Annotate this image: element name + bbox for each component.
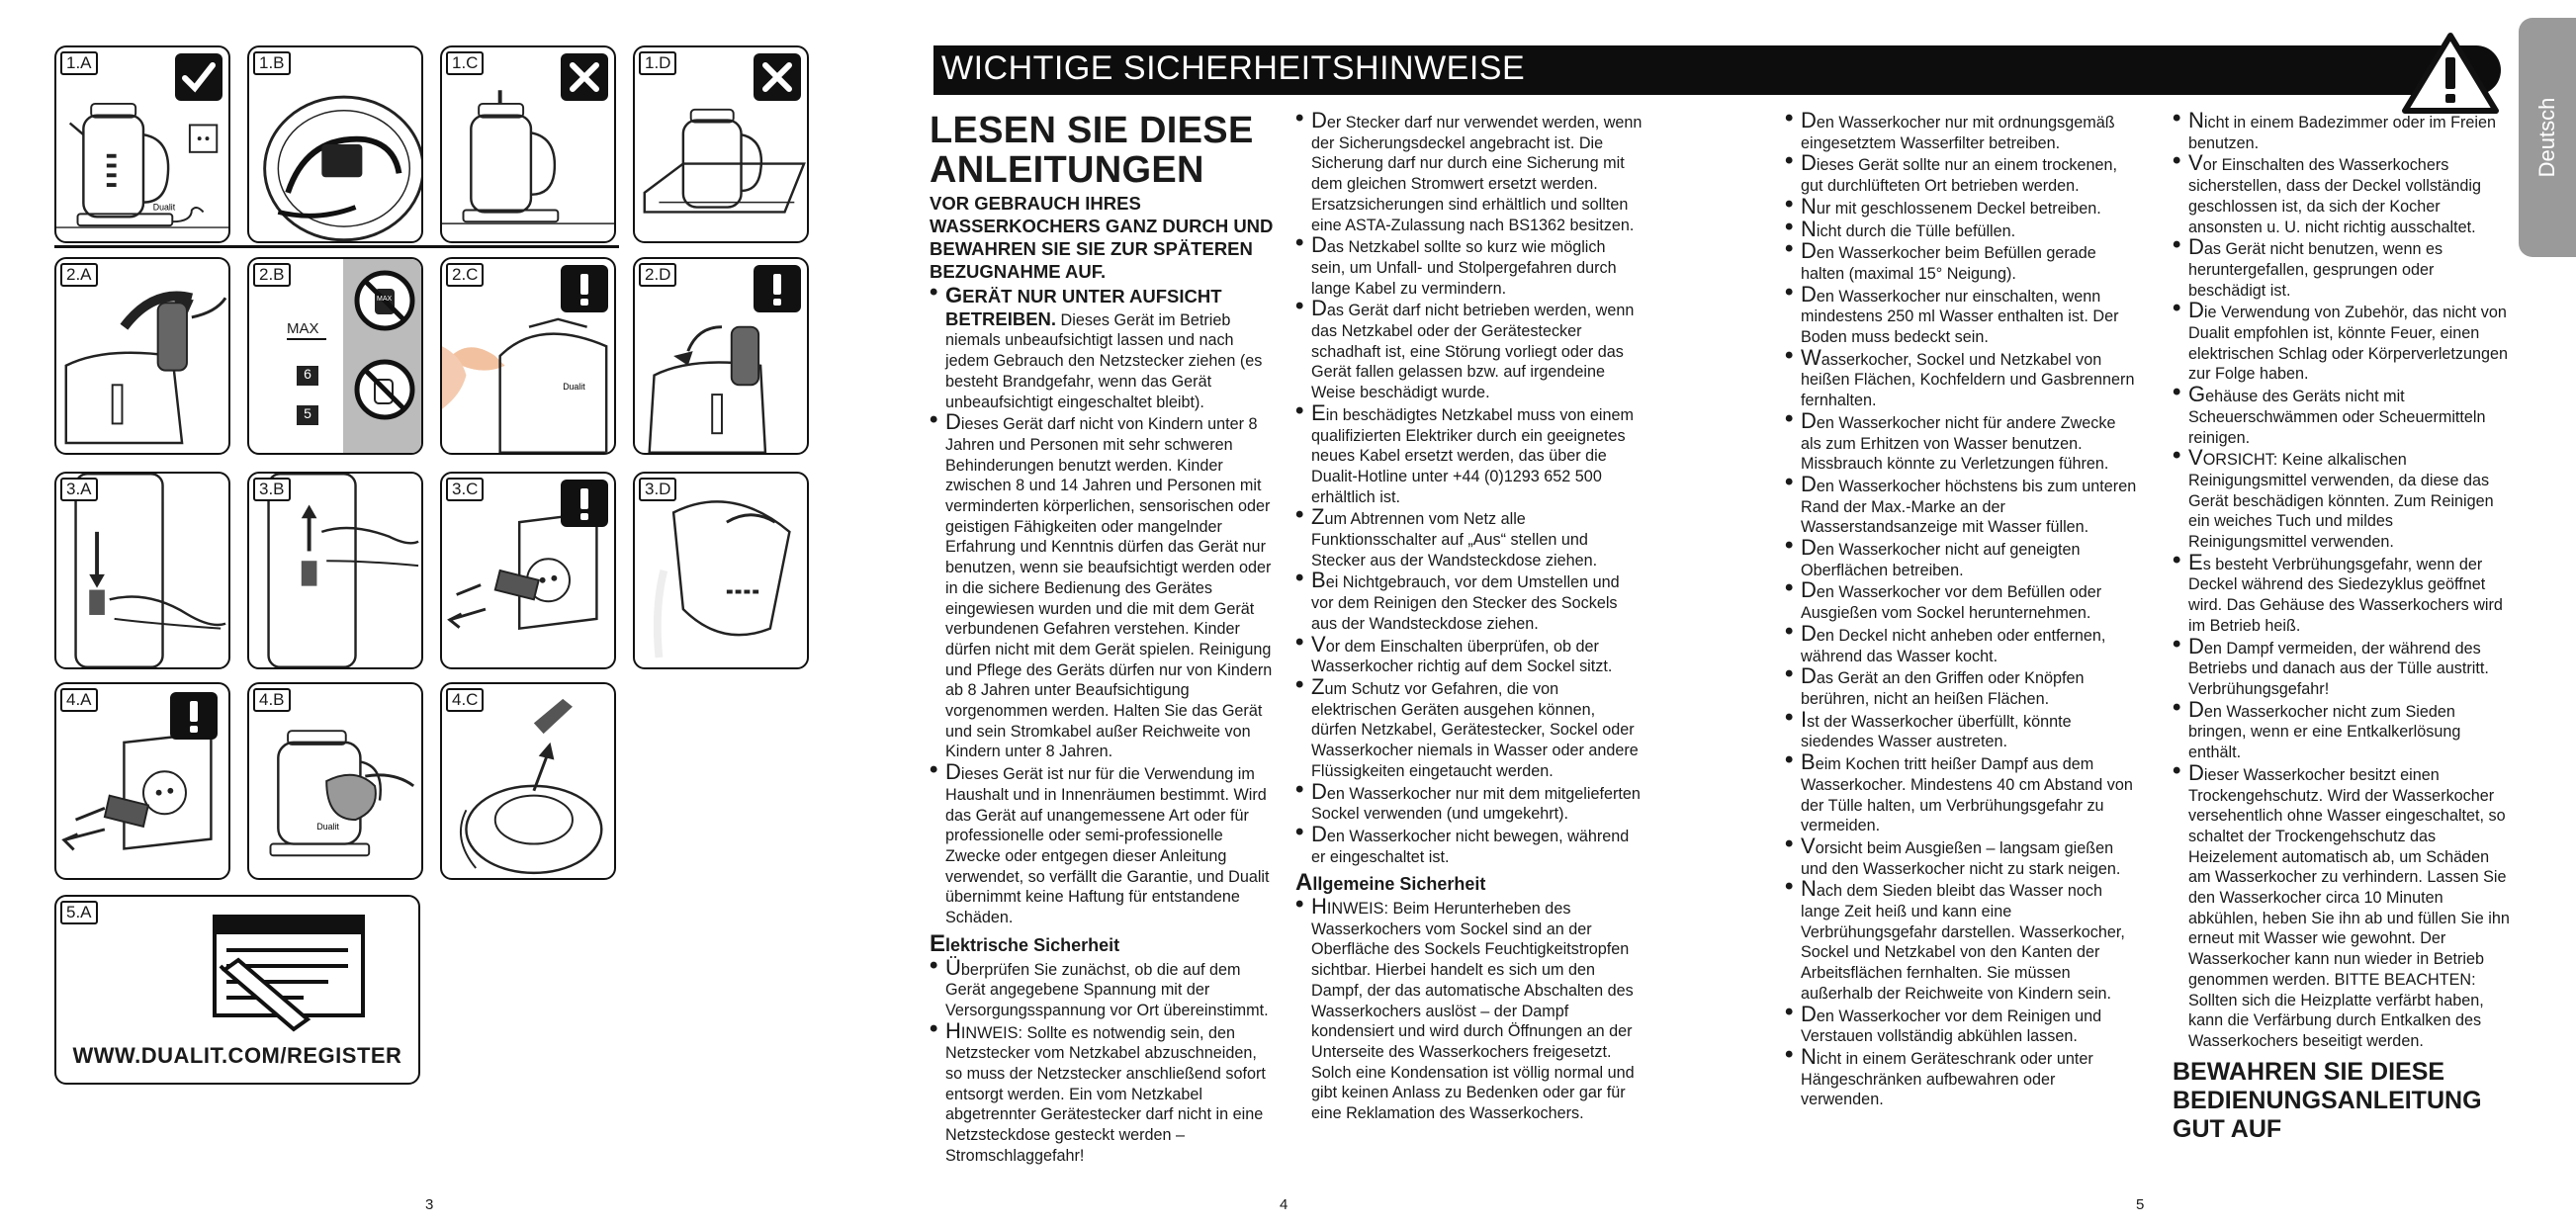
- panel-label: 1.A: [60, 51, 98, 75]
- item-text: um Abtrennen vom Netz alle Funktionsschalter auf „Aus“ stellen und Stecker aus der Wandsteckdose ziehen.: [1311, 510, 1598, 570]
- list-item: [1785, 1001, 2139, 1047]
- drop-cap: D: [2188, 298, 2204, 323]
- drop-cap: G: [945, 283, 963, 307]
- drop-cap: D: [1801, 535, 1817, 561]
- list-item: [1785, 663, 2139, 709]
- drop-cap: D: [1311, 232, 1327, 258]
- page-number-5: 5: [2136, 1196, 2145, 1213]
- drop-cap: H: [945, 1017, 961, 1043]
- list-item: [2173, 382, 2512, 448]
- kettle-brand: Dualit: [563, 382, 585, 393]
- list-item: [1785, 216, 2139, 242]
- panel-1a: [54, 45, 230, 243]
- panel-3c: [440, 472, 616, 669]
- section-heading-general: [1295, 869, 1643, 897]
- panel-label: 1.D: [639, 51, 676, 75]
- drop-cap: D: [1311, 821, 1327, 846]
- no-overfill-icon: [353, 269, 416, 332]
- panel-label: 2.D: [639, 263, 676, 287]
- register-url[interactable]: WWW.DUALIT.COM/REGISTER: [72, 1043, 402, 1068]
- list-item: [1295, 504, 1643, 570]
- panel-label: 1.B: [253, 51, 291, 75]
- panel-label: 3.D: [639, 478, 676, 501]
- list-item: [1785, 281, 2139, 348]
- list-item: [1295, 296, 1643, 403]
- text-column-2: [1295, 108, 1643, 1124]
- list-item: [1785, 833, 2139, 879]
- drop-cap: W: [1801, 344, 1821, 370]
- section-text: llgemeine Sicherheit: [1312, 874, 1486, 895]
- drop-cap: D: [2188, 696, 2204, 722]
- list-item: [930, 1017, 1278, 1167]
- alert-icon: [561, 265, 608, 312]
- drop-cap: B: [1311, 568, 1326, 593]
- list-item: [2173, 234, 2512, 301]
- item-text: ie Verwendung von Zubehör, das nicht von Dualit empfohlen ist, könnte Feuer, einen elektrischen Schlag oder Körperverletzungen zur Folge haben.: [2188, 304, 2509, 384]
- drop-cap: D: [1311, 778, 1327, 804]
- list-item: [1785, 471, 2139, 538]
- drop-cap: D: [1801, 620, 1817, 646]
- list-item: [1295, 108, 1643, 235]
- list-item: [1785, 193, 2139, 219]
- list-item: [1785, 706, 2139, 752]
- panel-1c: [440, 45, 616, 243]
- alert-icon: [170, 692, 218, 740]
- list-item: [1785, 1043, 2139, 1110]
- list-item: [1295, 821, 1643, 867]
- item-text: ach dem Sieden bleibt das Wasser noch lange Zeit heiß und kann eine Verbrühungsgefahr darstellen. Wasserkocher, Sockel und Netzkabel von den Kanten der Arbeitsflächen fernhalten. Sie müssen außerhalb der Reichweite von Kindern sein.: [1801, 882, 2125, 1003]
- item-text: orsicht beim Ausgießen – langsam gießen und den Wasserkocher nicht zu stark neigen.: [1801, 838, 2121, 878]
- list-item: [1295, 631, 1643, 677]
- item-text: en Wasserkocher nicht zum Sieden bringen, wenn er eine Entkalkerlösung enthält.: [2188, 702, 2461, 762]
- closing-heading: BEWAHREN SIE DIESE BEDIENUNGSANLEITUNG GUT AUF: [2173, 1057, 2482, 1143]
- drop-cap: D: [1801, 238, 1817, 264]
- list-item: [2173, 633, 2512, 700]
- list-item: [2173, 696, 2512, 763]
- water-gauge: [287, 259, 328, 455]
- item-text: ieses Gerät darf nicht von Kindern unter 8 Jahren und Personen mit sehr schweren Behinderungen benutzt werden. Kinder zwischen 8 und 14 Jahren und Personen mit verminderten körperlichen, sensorischen oder geistigen Fähigkeiten oder mangelnder Erfahrung und Kenntnis dürfen das Gerät nur benutzen, wenn sie beaufsichtigt werden oder in die sichere Bedienung des Gerätes eingewiesen wurden und die mit dem Gerät verbundenen Gefahren verstehen. Kinder dürfen nicht mit dem Gerät spielen. Reinigung und Pflege des Geräts dürfen nur von Kindern ab 8 Jahren unter Beaufsichtigung vorgenommen werden. Halten Sie das Gerät und sein Stromkabel außer Reichweite von Kindern unter 8 Jahren.: [945, 415, 1273, 761]
- register-form-icon: [155, 911, 383, 1039]
- kettle-brand: Dualit: [316, 821, 339, 832]
- open-lid-illustration: [56, 259, 228, 453]
- drop-cap: V: [2188, 150, 2203, 176]
- list-item: [1785, 749, 2139, 836]
- panel-4c: [440, 682, 616, 880]
- drop-cap: D: [1801, 108, 1817, 132]
- item-text: berprüfen Sie zunächst, ob die auf dem Gerät angegebene Spannung mit der Versorgungsspannung vor Ort übereinstimmt.: [945, 960, 1269, 1019]
- panel-label: 2.B: [253, 263, 291, 287]
- panel-3a: [54, 472, 230, 669]
- panel-label: 4.C: [446, 688, 484, 712]
- panel-3b: [247, 472, 423, 669]
- drop-cap: D: [2188, 633, 2204, 658]
- drop-cap: D: [1801, 281, 1817, 307]
- drop-cap: D: [1311, 296, 1327, 321]
- page-title: WICHTIGE SICHERHEITSHINWEISE: [941, 49, 1526, 87]
- item-text: en Wasserkocher nicht auf geneigten Oberflächen betreiben.: [1801, 541, 2081, 579]
- cross-icon: [754, 53, 801, 101]
- item-text: INWEIS: Beim Herunterheben des Wasserkochers vom Sockel sind an der Oberfläche des Sockels Feuchtigkeitstropfen sichtbar. Hierbei handelt es sich um den Dampf, der das automatische Abschalten des Wasserkochers auslöst – der Dampf kondensiert und wird durch Öffnungen an der Unterseite des Wasserkochers freigesetzt. Solch eine Kondensation ist völlig normal und gibt keinen Anlass zu Bedenken oder gar für eine Reklamation des Wasserkochers.: [1311, 900, 1635, 1123]
- list-item: [1295, 894, 1643, 1124]
- illustration-page: [0, 0, 905, 1227]
- panel-label: 3.A: [60, 478, 98, 501]
- panel-label: 1.C: [446, 51, 484, 75]
- list-item: [2173, 108, 2512, 153]
- kettle-brand: Dualit: [152, 202, 176, 213]
- list-item: [930, 285, 1278, 412]
- item-text: en Wasserkocher vor dem Befüllen oder Ausgießen vom Sockel herunternehmen.: [1801, 583, 2102, 623]
- divider: [54, 245, 619, 248]
- drop-cap: V: [1311, 631, 1326, 657]
- gauge-five-label: 5: [297, 405, 318, 425]
- drop-cap: D: [1801, 150, 1817, 176]
- drop-cap: E: [2188, 549, 2203, 574]
- gauge-six-label: 6: [297, 366, 318, 386]
- list-item: [930, 954, 1278, 1021]
- drop-cap: V: [2188, 445, 2203, 471]
- item-bold: ERÄT NUR UNTER AUFSICHT BETREIBEN.: [945, 286, 1222, 329]
- list-item: [1295, 778, 1643, 825]
- cord-storage-illustration: [249, 47, 421, 241]
- item-text: en Deckel nicht anheben oder entfernen, während das Wasser kocht.: [1801, 626, 2106, 665]
- gauge-max-line: [287, 338, 326, 340]
- panel-label: 2.C: [446, 263, 484, 287]
- list-item: [1785, 238, 2139, 284]
- drop-cap: Z: [1311, 504, 1325, 530]
- panel-1d: [633, 45, 809, 243]
- drop-cap: N: [1801, 193, 1817, 219]
- alert-icon: [561, 480, 608, 527]
- drop-cap: I: [1801, 706, 1808, 732]
- drop-cap: D: [1801, 663, 1817, 689]
- panel-2d: [633, 257, 809, 455]
- list-item: [2173, 150, 2512, 237]
- panel-label: 3.C: [446, 478, 484, 501]
- drop-cap: D: [2188, 234, 2204, 260]
- list-item: [1785, 577, 2139, 623]
- gauge-max-label: MAX: [287, 320, 319, 337]
- list-item: [2173, 759, 2512, 1052]
- warning-triangle-icon: [2401, 32, 2500, 115]
- remove-filter-illustration: [442, 684, 614, 878]
- item-text: en Wasserkocher höchstens bis zum unteren Rand der Max.-Marke an der Wasserstandsanzeige mit Wasser füllen.: [1801, 477, 2137, 537]
- drop-cap: Ü: [945, 954, 961, 980]
- item-text: en Wasserkocher beim Befüllen gerade halten (maximal 15° Neigung).: [1801, 244, 2096, 283]
- drop-cap: Z: [1311, 673, 1325, 699]
- drop-cap: D: [1801, 1001, 1817, 1026]
- item-text: asserkocher, Sockel und Netzkabel von heißen Flächen, Kochfeldern und Gasbrennern fernhalten.: [1801, 350, 2135, 410]
- list-item: [1785, 620, 2139, 666]
- cross-icon: [561, 53, 608, 101]
- wipe-clean-illustration: [249, 684, 421, 878]
- item-text: icht durch die Tülle befüllen.: [1816, 221, 2016, 240]
- item-text: ieses Gerät sollte nur an einem trockenen, gut durchlüfteten Ort betrieben werden.: [1801, 156, 2118, 196]
- list: [1785, 108, 2139, 1110]
- language-label: Deutsch: [2534, 97, 2559, 178]
- drop-cap: D: [1801, 577, 1817, 603]
- page-number-4: 4: [1280, 1196, 1288, 1213]
- list-item: [1785, 876, 2139, 1004]
- item-text: en Wasserkocher vor dem Reinigen und Verstauen vollständig abkühlen lassen.: [1801, 1007, 2102, 1046]
- list-item: [2173, 549, 2512, 637]
- drop-cap: E: [930, 929, 946, 957]
- item-text: icht in einem Badezimmer oder im Freien benutzen.: [2188, 114, 2496, 152]
- item-text: as Netzkabel sollte so kurz wie möglich sein, um Unfall- und Stolpergefahren durch lange Kabel zu vermindern.: [1311, 238, 1617, 298]
- list-item: [930, 759, 1278, 928]
- item-text: ORSICHT: Keine alkalischen Reinigungsmittel verwenden, da diese das Gerät beschädigen könnten. Zum Reinigen ein weiches Tuch und mildes Reinigungsmittel verwenden.: [2188, 451, 2494, 552]
- drop-cap: H: [1311, 894, 1327, 920]
- drop-cap: D: [945, 759, 961, 785]
- item-text: as Gerät an den Griffen oder Knöpfen berühren, nicht an heißen Flächen.: [1801, 669, 2085, 708]
- item-text: Dieses Gerät im Betrieb niemals unbeaufsichtigt lassen und nach jedem Gebrauch den Netzstecker ziehen (es besteht Brandgefahr, wenn das Gerät unbeaufsichtigt eingeschaltet bleibt).: [945, 310, 1263, 411]
- item-text: um Schutz vor Gefahren, die von elektrischen Geräten ausgehen können, dürfen Netzkabel, Gerätestecker, Sockel oder Wasserkocher niemals in Wasser oder andere Flüssigkeiten eingetaucht werden.: [1311, 679, 1639, 780]
- drop-cap: D: [1801, 407, 1817, 433]
- drop-cap: B: [1801, 749, 1816, 775]
- press-switch-illustration: [56, 474, 228, 667]
- list: [2173, 108, 2512, 1052]
- panel-3d: [633, 472, 809, 669]
- item-text: eim Kochen tritt heißer Dampf aus dem Wasserkocher. Mindestens 40 cm Abstand von der Tülle halten, um Verbrühungsgefahr zu vermeiden.: [1801, 755, 2133, 835]
- item-text: as Gerät darf nicht betrieben werden, wenn das Netzkabel oder der Gerätestecker schadhaft ist, eine Störung vorliegt oder das Gerät fallen gelassen bzw. auf irgendeine Weise beschädigt wurde.: [1311, 302, 1635, 402]
- drop-cap: G: [2188, 382, 2206, 407]
- panel-label: 4.A: [60, 688, 98, 712]
- drop-cap: N: [2188, 108, 2204, 132]
- item-text: er Stecker darf nur verwendet werden, wenn der Sicherungsdeckel angebracht ist. Die Sicherung darf nur durch eine Sicherung mit dem gleichen Stromwert ersetzt werden. Ersatzsicherungen sind erhältlich und sollten eine ASTA-Zulassung nach BS1362 besitzen.: [1311, 114, 1643, 234]
- list-item: [1785, 108, 2139, 153]
- main-heading-line1: LESEN SIE DIESE: [930, 110, 1254, 151]
- drop-cap: V: [1801, 833, 1816, 858]
- item-text: en Wasserkocher nur mit dem mitgelieferten Sockel verwenden (und umgekehrt).: [1311, 784, 1641, 824]
- header-bar: [933, 45, 2501, 95]
- list-item: [2173, 445, 2512, 553]
- drop-cap: E: [1311, 399, 1326, 425]
- page-number-3: 3: [425, 1196, 434, 1213]
- list-item: [930, 409, 1278, 762]
- item-text: en Wasserkocher nicht bewegen, während er eingeschaltet ist.: [1311, 827, 1630, 866]
- drop-cap: D: [1801, 471, 1817, 496]
- alert-icon: [754, 265, 801, 312]
- drop-cap: D: [1311, 108, 1327, 132]
- item-text: en Dampf vermeiden, der während des Betriebs und danach aus der Tülle austritt. Verbrühungsgefahr!: [2188, 639, 2489, 698]
- list-item: [1785, 344, 2139, 411]
- list-item: [1295, 399, 1643, 508]
- item-text: INWEIS: Sollte es notwendig sein, den Netzstecker vom Netzkabel abzuschneiden, so muss der Netzstecker anschließend sofort entsorgt werden. Ein vom Netzkabel abgetrennter Gerätestecker darf nicht in eine Netzsteckdose gesteckt werden – Stromschlaggefahr!: [945, 1023, 1266, 1165]
- section-text: lektrische Sicherheit: [945, 934, 1120, 955]
- item-text: ieses Gerät ist nur für die Verwendung im Haushalt und in Innenräumen bestimmt. Wird das Gerät auf unangemessene Art oder für professionelle oder semi-professionelle Zwecke oder entgegen dieser Anleitung verwendet, so verfällt die Garantie, und Dualit übernimmt keine Haftung für entstandene Schäden.: [945, 765, 1270, 927]
- main-heading-line2: ANLEITUNGEN: [930, 149, 1204, 191]
- item-text: ur mit geschlossenem Deckel betreiben.: [1816, 199, 2101, 218]
- item-text: in beschädigtes Netzkabel muss von einem qualifizierten Elektriker durch ein geeignetes neues Kabel ersetzt werden, das über die Dualit-Hotline unter +44 (0)1293 652 500 erhältlich ist.: [1311, 405, 1635, 506]
- item-text: or Einschalten des Wasserkochers sicherstellen, dass der Deckel vollständig geschlossen ist, da sich der Kocher ansonsten u. U. nicht richtig ausschaltet.: [2188, 156, 2482, 236]
- release-switch-illustration: [249, 474, 421, 667]
- section-heading-electrical: [930, 929, 1278, 957]
- no-empty-icon: [353, 358, 416, 421]
- panel-label: 2.A: [60, 263, 98, 287]
- item-text: en Wasserkocher nur einschalten, wenn mindestens 250 ml Wasser enthalten ist. Der Boden muss bedeckt sein.: [1801, 287, 2119, 347]
- main-subheading: VOR GEBRAUCH IHRES WASSERKOCHERS GANZ DURCH UND BEWAHREN SIE SIE ZUR SPÄTEREN BEZUGNAHME AUF.: [930, 193, 1274, 282]
- panel-label: 3.B: [253, 478, 291, 501]
- item-text: s besteht Verbrühungsgefahr, wenn der Deckel während des Siedezyklus geöffnet wird. Das Gehäuse des Wasserkochers wird im Betrieb heiß.: [2188, 555, 2503, 635]
- text-column-1: [930, 111, 1278, 1167]
- item-text: en Wasserkocher nicht für andere Zwecke als zum Erhitzen von Wasser benutzen. Missbrauch könnte zu Verletzungen führen.: [1801, 413, 2116, 474]
- drop-cap: D: [945, 409, 961, 435]
- drop-cap: N: [1801, 876, 1817, 902]
- panel-label: 4.B: [253, 688, 291, 712]
- panel-4a: [54, 682, 230, 880]
- item-text: ei Nichtgebrauch, vor dem Umstellen und vor dem Reinigen den Stecker des Sockels aus der Wandsteckdose ziehen.: [1311, 573, 1620, 633]
- item-text: icht in einem Geräteschrank oder unter Hängeschränken aufbewahren oder verwenden.: [1801, 1049, 2093, 1109]
- item-text: st der Wasserkocher überfüllt, könnte siedendes Wasser austreten.: [1801, 712, 2072, 751]
- no-sign-text: MAX: [377, 296, 393, 303]
- pour-illustration: [635, 474, 807, 667]
- item-text: en Wasserkocher nur mit ordnungsgemäß eingesetztem Wasserfilter betreiben.: [1801, 114, 2115, 152]
- list-item: [1785, 150, 2139, 196]
- item-text: or dem Einschalten überprüfen, ob der Wasserkocher richtig auf dem Sockel sitzt.: [1311, 637, 1613, 676]
- check-icon: [175, 53, 222, 101]
- item-text: ehäuse des Geräts nicht mit Scheuerschwämmen oder Scheuermitteln reinigen.: [2188, 388, 2486, 447]
- panel-label: 5.A: [60, 901, 98, 924]
- drop-cap: A: [1295, 869, 1313, 897]
- list: [1295, 108, 1643, 867]
- panel-1b: [247, 45, 423, 243]
- item-text: as Gerät nicht benutzen, wenn es heruntergefallen, gesprungen oder beschädigt ist.: [2188, 240, 2443, 300]
- text-column-3: [1785, 108, 2139, 1110]
- panel-2a: [54, 257, 230, 455]
- language-tab[interactable]: [2519, 18, 2576, 257]
- item-text: ieser Wasserkocher besitzt einen Trockengehschutz. Wird der Wasserkocher versehentlich ohne Wasser eingeschaltet, so schaltet der Trockengehschutz das Heizelement automatisch ab, um Schäden am Wasserkocher zu verhindern. Lassen Sie den Wasserkocher circa 10 Minuten abkühlen, heben Sie ihn ab und füllen Sie ihn erneut mit Wasser wie gewohnt. Der Wasserkocher kann nun wieder in Betrieb genommen werden. BITTE BEACHTEN: Sollten sich die Heizplatte verfärbt haben, kann die Verfärbung durch Entkalken des Wasserkochers beseitigt werden.: [2188, 765, 2510, 1050]
- list-item: [1785, 407, 2139, 475]
- list-item: [1295, 232, 1643, 299]
- drop-cap: N: [1801, 216, 1817, 241]
- list-item: [1295, 673, 1643, 782]
- panel-2c: [440, 257, 616, 455]
- drop-cap: D: [2188, 759, 2204, 785]
- panel-4b: [247, 682, 423, 880]
- list-item: [1295, 570, 1643, 634]
- drop-cap: N: [1801, 1043, 1817, 1069]
- register-panel: [54, 895, 420, 1085]
- panel-2b: [247, 257, 423, 455]
- list-item: [2173, 298, 2512, 385]
- text-column-4: [2173, 108, 2512, 1144]
- list-item: [1785, 535, 2139, 580]
